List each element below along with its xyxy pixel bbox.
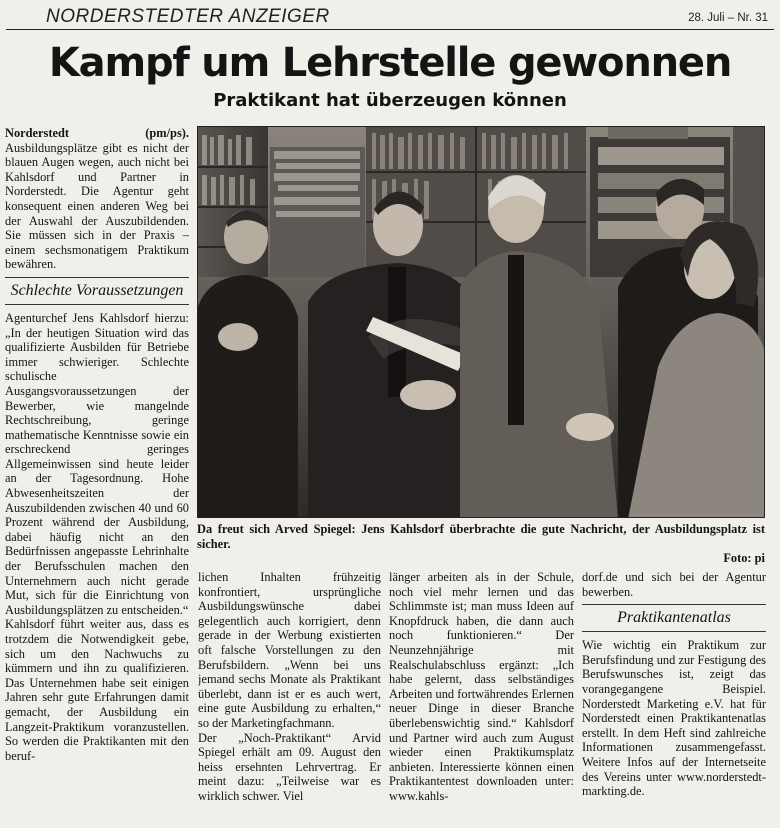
column-4 — [582, 570, 766, 826]
section-heading-praktikantenatlas: Praktikantenatlas — [582, 604, 766, 632]
column-4-paragraph-2: Wie wichtig ein Praktikum zur Berufsfindung und zur Festigung des Berufswunsches ist, zeigt das vorangegangene Beispiel. Norderstedt Marketing e.V. hat für Norderstedt einen Praktikantenatlas erstellt. In dem Heft sind zahlreiche Informationen zusammengefasst. Weitere Infos auf der Internetseite des Vereins unter www.norderstedt-markting.de. — [582, 638, 766, 799]
column-3 — [389, 570, 574, 826]
article-photo — [197, 126, 765, 518]
headline: Kampf um Lehrstelle gewonnen — [48, 40, 732, 86]
subheadline: Praktikant hat überzeugen können — [213, 90, 567, 111]
caption-text: Da freut sich Arved Spiegel: Jens Kahlsdorf überbrachte die gute Nachricht, der Ausbildungsplatz ist sicher. — [197, 522, 765, 551]
newspaper-photo-icon — [198, 127, 765, 518]
column-2 — [198, 570, 381, 826]
lead-paragraph — [5, 126, 189, 272]
column-2-paragraph-1: lichen Inhalten frühzeitig konfrontiert, ursprüngliche Ausbildungswünsche dabei gelegentlich auch korrigiert, denn gerade in der Werbung existierten oft falsche Vorstellungen zu den Berufsbildern. „Wenn bei uns jemand sechs Monate als Praktikant überlebt, dann ist er es auch wert, eine gute Ausbildung zu erhalten,“ so der Marketingfachmann. — [198, 570, 381, 730]
photo-caption — [197, 522, 765, 566]
column-4-paragraph-1: dorf.de und sich bei der Agentur bewerben. — [582, 570, 766, 599]
masthead — [6, 4, 774, 30]
lead-text: Ausbildungsplätze gibt es nicht der blauen Augen wegen, auch nicht bei Kahlsdorf und Partner in Norderstedt. Die Agentur geht konsequent einen anderen Weg bei der Auswahl der Auszubildenden. Sie müssen sich in der Praxis – einem sechsmonatigem Praktikum bewähren. — [5, 140, 189, 272]
column-1-paragraph-1: Agenturchef Jens Kahlsdorf hierzu: „In der heutigen Situation wird das qualifizierte Ausbilden für Betriebe immer schwieriger. Schlechte schulische Ausgangsvoraussetzungen der Bewerber, wie mangelnde Rechtschreibung, geringe mathematische Kenntnisse sowie ein erschreckend geringes Allgemeinwissen sind heute leider an der Tagesordnung. Hohe Abwesenheitszeiten der Auszubildenden zwischen 40 und 60 Prozent während der Ausbildung, dabei häufig nicht an den Bedürfnissen angepasste Lehrinhalte der Berufsschulen machen den Unternehmern auch nicht gerade Mut, sich für die Einrichtung von Ausbildungsplätzen zu entscheiden.“ — [5, 310, 189, 617]
photo-credit: Foto: pi — [723, 551, 765, 566]
lead-label: Norderstedt (pm/ps). — [5, 126, 189, 140]
section-heading-voraussetzungen: Schlechte Voraussetzungen — [5, 277, 189, 305]
column-2-paragraph-2: Der „Noch-Praktikant“ Arvid Spiegel erhält am 09. August den heiss ersehnten Lehrvertrag. Er meint dazu: „Teilweise war es wirklich schwer. Viel — [198, 730, 381, 803]
column-3-paragraph-1: länger arbeiten als in der Schule, noch viel mehr lernen und das Schlimmste ist; man muss Ideen auf Knopfdruck haben, die dann auch noch funktionieren.“ Der Neunzehnjährige mit Realschulabschluss ergänzt: „Ich habe gelernt, dass selbständiges Arbeiten und fortwährendes Erlernen neuer Dinge in dieser Branche überlebenswichtig sind.“ Kahlsdorf und Partner wird auch zum August wieder einen Praktikumsplatz anbieten. Interessierte können einen Praktikantentest downloaden unter: www.kahls- — [389, 570, 574, 803]
column-1-paragraph-2: Kahlsdorf führt weiter aus, dass es trotzdem die Notwendigkeit gebe, sich um den Nachwuchs zu kümmern und ihn zu qualifizieren. Das Unternehmen habe seit einigen Jahren sehr gute Erfahrungen damit gemacht, der Ausbildung ein Langzeit-Praktikum voranzustellen. So werden die Praktikanten mit den beruf- — [5, 617, 189, 763]
paper-name: NORDERSTEDTER ANZEIGER — [46, 6, 330, 27]
issue-date: 28. Juli – Nr. 31 — [688, 12, 768, 24]
column-1 — [5, 126, 189, 826]
